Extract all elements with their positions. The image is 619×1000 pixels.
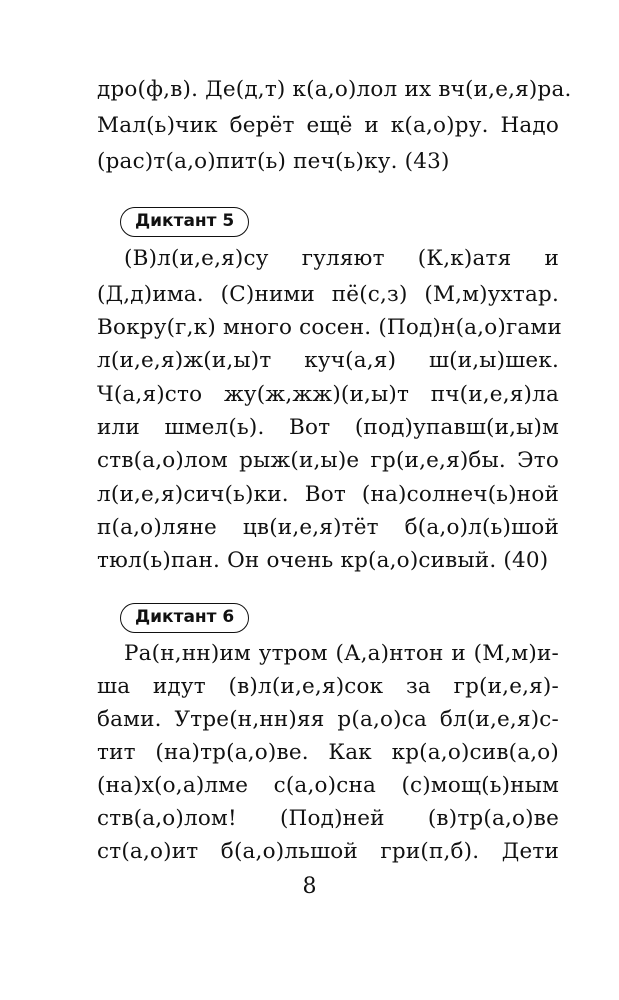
text-line: Ч(а,я)сто жу(ж,жж)(и,ы)т пч(и,е,я)ла xyxy=(97,382,559,407)
text-line: или шмел(ь). Вот (под)упавш(и,ы)м xyxy=(97,415,559,440)
text-line: тюл(ь)пан. Он очень кр(а,о)сивый. (40) xyxy=(97,548,549,573)
text-line: тит (на)тр(а,о)ве. Как кр(а,о)сив(а,о) xyxy=(97,740,559,765)
dictation-5-title: Диктант 5 xyxy=(120,207,249,237)
text-line: (Д,д)има. (С)ними пё(с,з) (М,м)ухтар. xyxy=(97,282,559,307)
text-line: п(а,о)ляне цв(и,е,я)тёт б(а,о)л(ь)шой xyxy=(97,515,559,540)
text-line: ств(а,о)лом! (Под)ней (в)тр(а,о)ве xyxy=(97,806,559,831)
text-line: Мал(ь)чик берёт ещё и к(а,о)ру. Надо xyxy=(97,113,559,138)
text-line: Ра(н,нн)им утром (А,а)нтон и (М,м)и- xyxy=(124,641,559,666)
text-line: (на)х(о,а)лме с(а,о)сна (с)мощ(ь)ным xyxy=(97,773,559,798)
text-line: бами. Утре(н,нн)яя р(а,о)са бл(и,е,я)с- xyxy=(97,707,559,732)
dictation-6-title: Диктант 6 xyxy=(120,603,249,633)
text-line: (рас)т(а,о)пит(ь) печ(ь)ку. (43) xyxy=(97,149,450,174)
page-number: 8 xyxy=(302,874,317,899)
text-line: ша идут (в)л(и,е,я)сок за гр(и,е,я)- xyxy=(97,674,559,699)
text-line: дро(ф,в). Де(д,т) к(а,о)лол их вч(и,е,я)ра. xyxy=(97,77,572,102)
text-line: Вокру(г,к) много сосен. (Под)н(а,о)гами xyxy=(97,315,562,340)
text-line: л(и,е,я)сич(ь)ки. Вот (на)солнеч(ь)ной xyxy=(97,482,559,507)
text-line: ств(а,о)лом рыж(и,ы)е гр(и,е,я)бы. Это xyxy=(97,448,559,473)
text-line: (В)л(и,е,я)су гуляют (К,к)атя и xyxy=(124,246,559,271)
text-line: ст(а,о)ит б(а,о)льшой гри(п,б). Дети xyxy=(97,839,559,864)
text-line: л(и,е,я)ж(и,ы)т куч(а,я) ш(и,ы)шек. xyxy=(97,348,559,373)
